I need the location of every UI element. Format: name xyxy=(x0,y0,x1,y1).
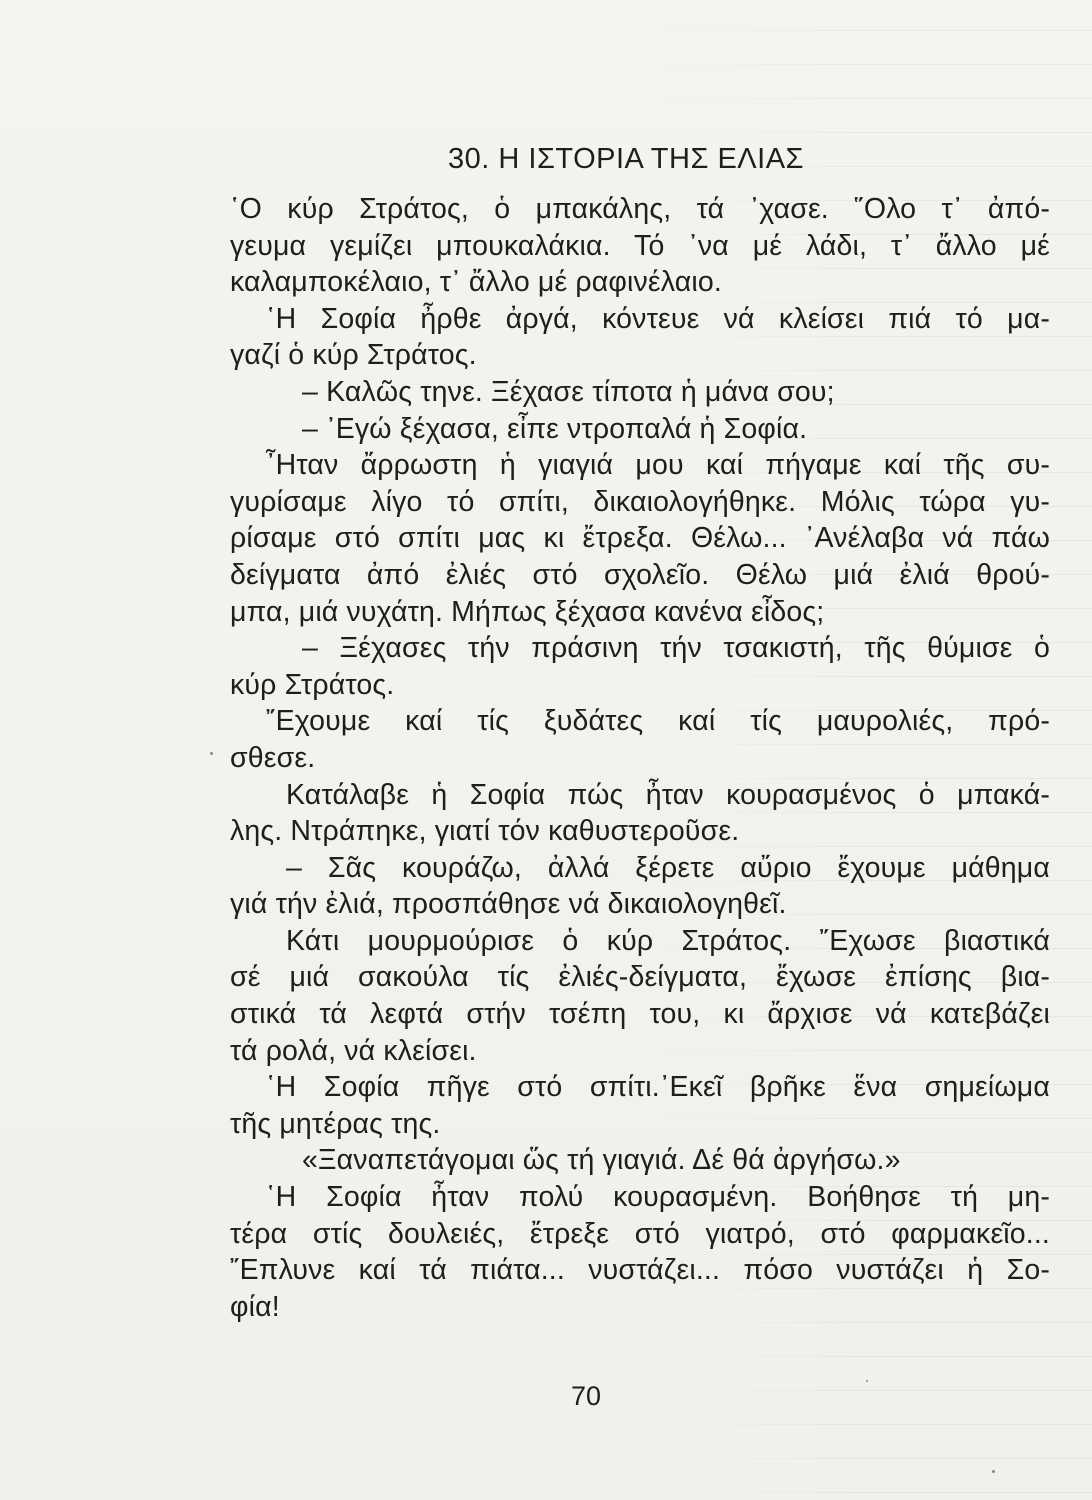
text-line: «Ξαναπετάγομαι ὥς τή γιαγιά. Δέ θά ἀργήσω.» xyxy=(302,1144,901,1177)
text-line: ῾Η Σοφία πῆγε στό σπίτι.᾽Εκεῖ βρῆκε ἕνα σημείωμα xyxy=(266,1071,1050,1104)
text-line: ῎Εχουμε καί τίς ξυδάτες καί τίς μαυρολιές, πρό- xyxy=(266,705,1050,738)
text-line: – Σᾶς κουράζω, ἀλλά ξέρετε αὔριο ἔχουμε μάθημα xyxy=(286,851,1050,884)
text-line: φία! xyxy=(230,1290,280,1323)
text-line: Κατάλαβε ἡ Σοφία πώς ἦταν κουρασμένος ὁ μπακά- xyxy=(286,778,1050,811)
page-number: 70 xyxy=(570,1381,602,1411)
text-line: ρίσαμε στό σπίτι μας κι ἔτρεξα. Θέλω... ᾽Ανέλαβα νά πάω xyxy=(230,522,1050,555)
text-line: γιά τήν ἐλιά, προσπάθησε νά δικαιολογηθεῖ. xyxy=(230,888,787,921)
text-line: ῏Ηταν ἄρρωστη ἡ γιαγιά μου καί πήγαμε καί τῆς συ- xyxy=(266,449,1050,482)
text-line: μπα, μιά νυχάτη. Μήπως ξέχασα κανένα εἶδος; xyxy=(230,595,825,628)
text-line: τέρα στίς δουλειές, ἔτρεξε στό γιατρό, στό φαρμακεῖο... xyxy=(230,1217,1050,1250)
chapter-title: Η ΙΣΤΟΡΙΑ ΤΗΣ ΕΛΙΑΣ xyxy=(498,143,804,175)
text-line: Κάτι μουρμούρισε ὁ κύρ Στράτος. ῎Εχωσε βιαστικά xyxy=(286,924,1050,957)
text-line: ῎Επλυνε καί τά πιάτα... νυστάζει... πόσο νυστάζει ἡ Σο- xyxy=(230,1254,1050,1287)
text-line: στικά τά λεφτά στήν τσέπη του, κι ἄρχισε νά κατεβάζει xyxy=(230,998,1050,1031)
text-line: ῾Η Σοφία ἦρθε ἀργά, κόντευε νά κλείσει πιά τό μα- xyxy=(266,302,1050,335)
text-line: γυρίσαμε λίγο τό σπίτι, δικαιολογήθηκε. Μόλις τώρα γυ- xyxy=(230,485,1050,518)
chapter-heading xyxy=(448,141,804,177)
text-line: τῆς μητέρας της. xyxy=(230,1107,441,1140)
text-line: σέ μιά σακούλα τίς ἐλιές-δείγματα, ἔχωσε ἐπίσης βια- xyxy=(230,961,1050,994)
text-line: – ᾽Εγώ ξέχασα, εἶπε ντροπαλά ἡ Σοφία. xyxy=(302,412,808,445)
text-line: λης. Ντράπηκε, γιατί τόν καθυστεροῦσε. xyxy=(230,815,740,848)
scan-speck xyxy=(866,1380,868,1382)
text-line: δείγματα ἀπό ἐλιές στό σχολεῖο. Θέλω μιά ἐλιά θρού- xyxy=(230,558,1050,591)
text-line: γαζί ὁ κύρ Στράτος. xyxy=(230,339,477,372)
text-line: – Καλῶς τηνε. Ξέχασε τίποτα ἡ μάνα σου; xyxy=(302,375,835,408)
scan-speck xyxy=(992,1470,995,1473)
text-line: καλαμποκέλαιο, τ᾽ ἄλλο μέ ραφινέλαιο. xyxy=(230,266,722,299)
body-text xyxy=(230,191,1050,1325)
text-line: τά ρολά, νά κλείσει. xyxy=(230,1034,477,1067)
scan-speck xyxy=(210,752,213,755)
text-line: ῾Η Σοφία ἦταν πολύ κουρασμένη. Βοήθησε τή μη- xyxy=(266,1181,1050,1214)
text-line: γευμα γεμίζει μπουκαλάκια. Τό ᾽να μέ λάδι, τ᾽ ἄλλο μέ xyxy=(230,229,1050,262)
text-line: ῾Ο κύρ Στράτος, ὁ μπακάλης, τά ᾽χασε. ῞Ολο τ᾽ ἀπό- xyxy=(230,193,1050,225)
chapter-number: 30. xyxy=(448,143,490,175)
text-line: σθεσε. xyxy=(230,741,316,774)
text-line: – Ξέχασες τήν πράσινη τήν τσακιστή, τῆς θύμισε ὁ xyxy=(302,632,1050,665)
text-line: κύρ Στράτος. xyxy=(230,668,395,701)
